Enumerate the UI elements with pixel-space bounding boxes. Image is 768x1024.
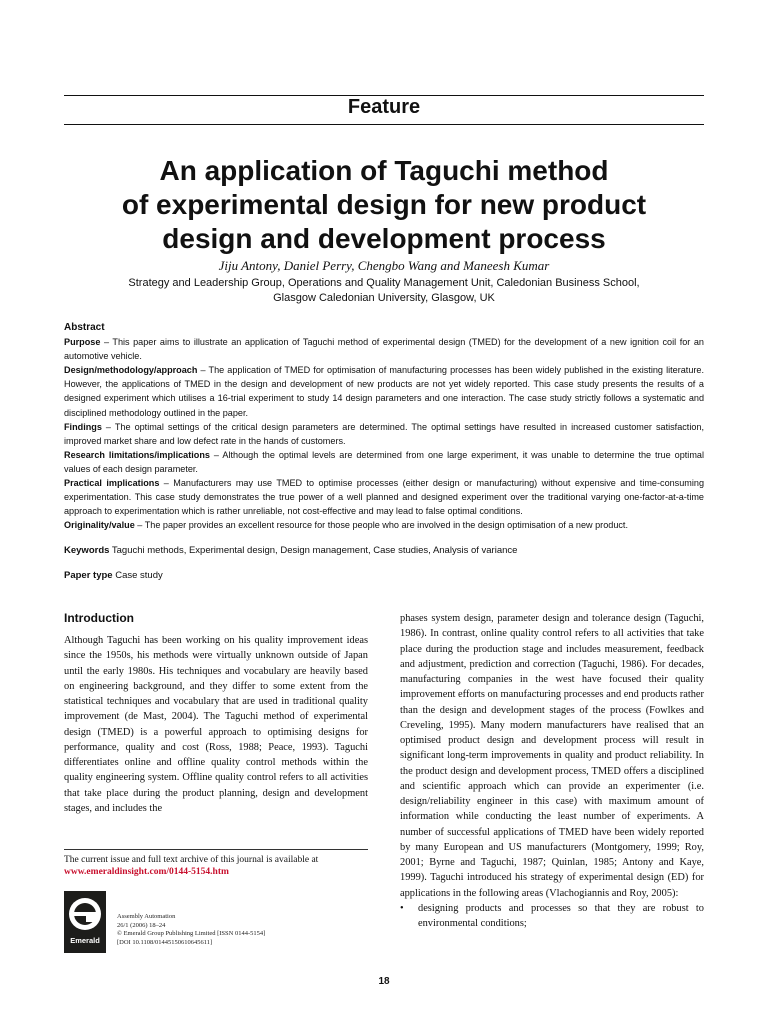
abstract-label: Purpose [64, 337, 101, 348]
affiliation-line: Glasgow Caledonian University, Glasgow, UK [273, 292, 495, 304]
title-line: design and development process [162, 223, 606, 254]
journal-volume: 26/1 (2006) 18–24 [117, 921, 166, 929]
journal-copyright: © Emerald Group Publishing Limited [ISSN 0144-5154] [117, 930, 266, 938]
bullet-list [400, 901, 704, 932]
introduction-right-text: phases system design, parameter design and tolerance design (Taguchi, 1986). In contrast, online quality control refers to all activities that take place during the production stage and includes measurement, feedback and adjustment, prediction and correction (Taguchi, 1986). For decades, manufacturing companies in the west have focused their quality improvement efforts on manufacturing processes and end products rather than the design and development stages of the process (Fowlkes and Creveling, 1995). Many modern manufacturers have realised that an optimised product design and development process will result in significant long-term improvements in quality and product reliability. In the product design and development process, TMED offers a disciplined and scientific approach which can provide an experimenter (i.e. design/reliability engineer in this case) with maximum amount of information while conducting the least number of experiments. A number of successful applications of TMED have been widely reported by many European and US manufacturers (Montgomery, 1999; Roy, 2001; Byrne and Taguchi, 1987; Quinlan, 1985; Antony and Kaye, 1999). Taguchi introduced his strategy of experimental design (ED) for applications in the following areas (Vlachogiannis and Roy, 2005): [400, 613, 704, 899]
abstract-text: – Although the optimal levels are determined from one large experiment, it was unable to determine the true optimal values of each design parameter. [64, 449, 704, 474]
abstract-limitations [64, 448, 704, 476]
title-line: An application of Taguchi method [159, 155, 609, 186]
journal-doi: [DOI 10.1108/01445150610645611] [117, 938, 213, 946]
emerald-logo [64, 891, 106, 953]
section-label: Feature [347, 96, 421, 118]
emerald-logo-text: Emerald [70, 936, 100, 945]
feature-bottom-rule [64, 124, 704, 125]
introduction-left-column: Although Taguchi has been working on his quality improvement ideas since the 1950s, his methods were virtually unknown outside of Japan until the early 1980s. His techniques and vocabulary are heavily based on engineering background, and they differ to some extent from the statistical techniques and vocabulary that are used in traditional quality improvement (de Mast, 2004). The Taguchi method of experimental design (TMED) is a powerful approach to optimising designs for performance, quality and cost (Ross, 1988; Peace, 1993). Taguchi differentiates online and offline quality control methods within the quality engineering system. Offline quality control refers to all activities that take place during the product planning, design and development stages, and includes the [64, 635, 368, 814]
page-number: 18 [378, 976, 390, 987]
paper-title [64, 154, 704, 256]
journal-info [117, 913, 265, 947]
keywords-label: Keywords [64, 545, 110, 556]
title-line: of experimental design for new product [121, 189, 647, 220]
abstract-practical [64, 476, 704, 518]
abstract-text: – This paper aims to illustrate an application of Taguchi method of experimental design (TMED) for the development of a new ignition coil for an automotive vehicle. [64, 337, 704, 362]
keywords-text: Taguchi methods, Experimental design, Design management, Case studies, Analysis of variance [109, 545, 518, 556]
abstract-findings [64, 420, 704, 448]
abstract-heading: Abstract [64, 322, 105, 333]
footnote-rule [64, 849, 368, 850]
abstract-text: – The optimal settings of the critical design parameters are determined. The optimal settings have resulted in increased customer satisfaction, improved market share and low defect rate in the hands of customers. [64, 421, 704, 446]
abstract-text: – Manufacturers may use TMED to optimise processes (either design or manufacturing) without expensive and time-consuming experimentation. This case study demonstrates the true power of a well planned and designed experiment over the traditional varying one-factor-at-a-time approach to experimentation which is rather unreliable, not cost-effective and may lead to false optimal conditions. [64, 478, 704, 517]
introduction-heading: Introduction [64, 611, 134, 625]
journal-url-link[interactable]: www.emeraldinsight.com/0144-5154.htm [64, 867, 229, 877]
bullet-item: • designing products and processes so that they are robust to environmental conditions; [400, 901, 704, 932]
abstract-text: – The application of TMED for optimisation of manufacturing processes has been widely published in the existing literature. However, the applications of TMED in the design and development of new products are not yet widely reported. This case study presents the results of a designed experiment which utilises a 16-trial experiment to study 14 design parameters and one interaction. The case study strictly follows a systematic and disciplined methodology outlined in the paper. [64, 365, 704, 418]
abstract-label: Design/methodology/approach [64, 365, 198, 376]
paper-type [64, 570, 704, 581]
paper-type-text: Case study [112, 570, 163, 581]
abstract-purpose [64, 335, 704, 363]
affiliation [64, 276, 704, 306]
abstract-label: Originality/value [64, 520, 135, 531]
abstract-text: – The paper provides an excellent resource for those people who are involved in the design optimisation of a new product. [134, 520, 628, 531]
abstract [64, 321, 704, 532]
introduction-right-column [400, 611, 704, 931]
journal-name: Assembly Automation [117, 913, 176, 920]
abstract-label: Research limitations/implications [64, 449, 210, 460]
paper-type-label: Paper type [64, 570, 113, 581]
abstract-originality [64, 518, 704, 532]
authors: Jiju Antony, Daniel Perry, Chengbo Wang and Maneesh Kumar [218, 258, 550, 273]
abstract-label: Findings [64, 421, 102, 432]
affiliation-line: Strategy and Leadership Group, Operations and Quality Management Unit, Caledonian Business School, [128, 277, 640, 289]
footnote-text: The current issue and full text archive of this journal is available at [64, 855, 319, 865]
emerald-e-logo-icon [67, 895, 103, 933]
abstract-label: Practical implications [64, 478, 160, 489]
abstract-design [64, 363, 704, 419]
keywords [64, 545, 704, 556]
